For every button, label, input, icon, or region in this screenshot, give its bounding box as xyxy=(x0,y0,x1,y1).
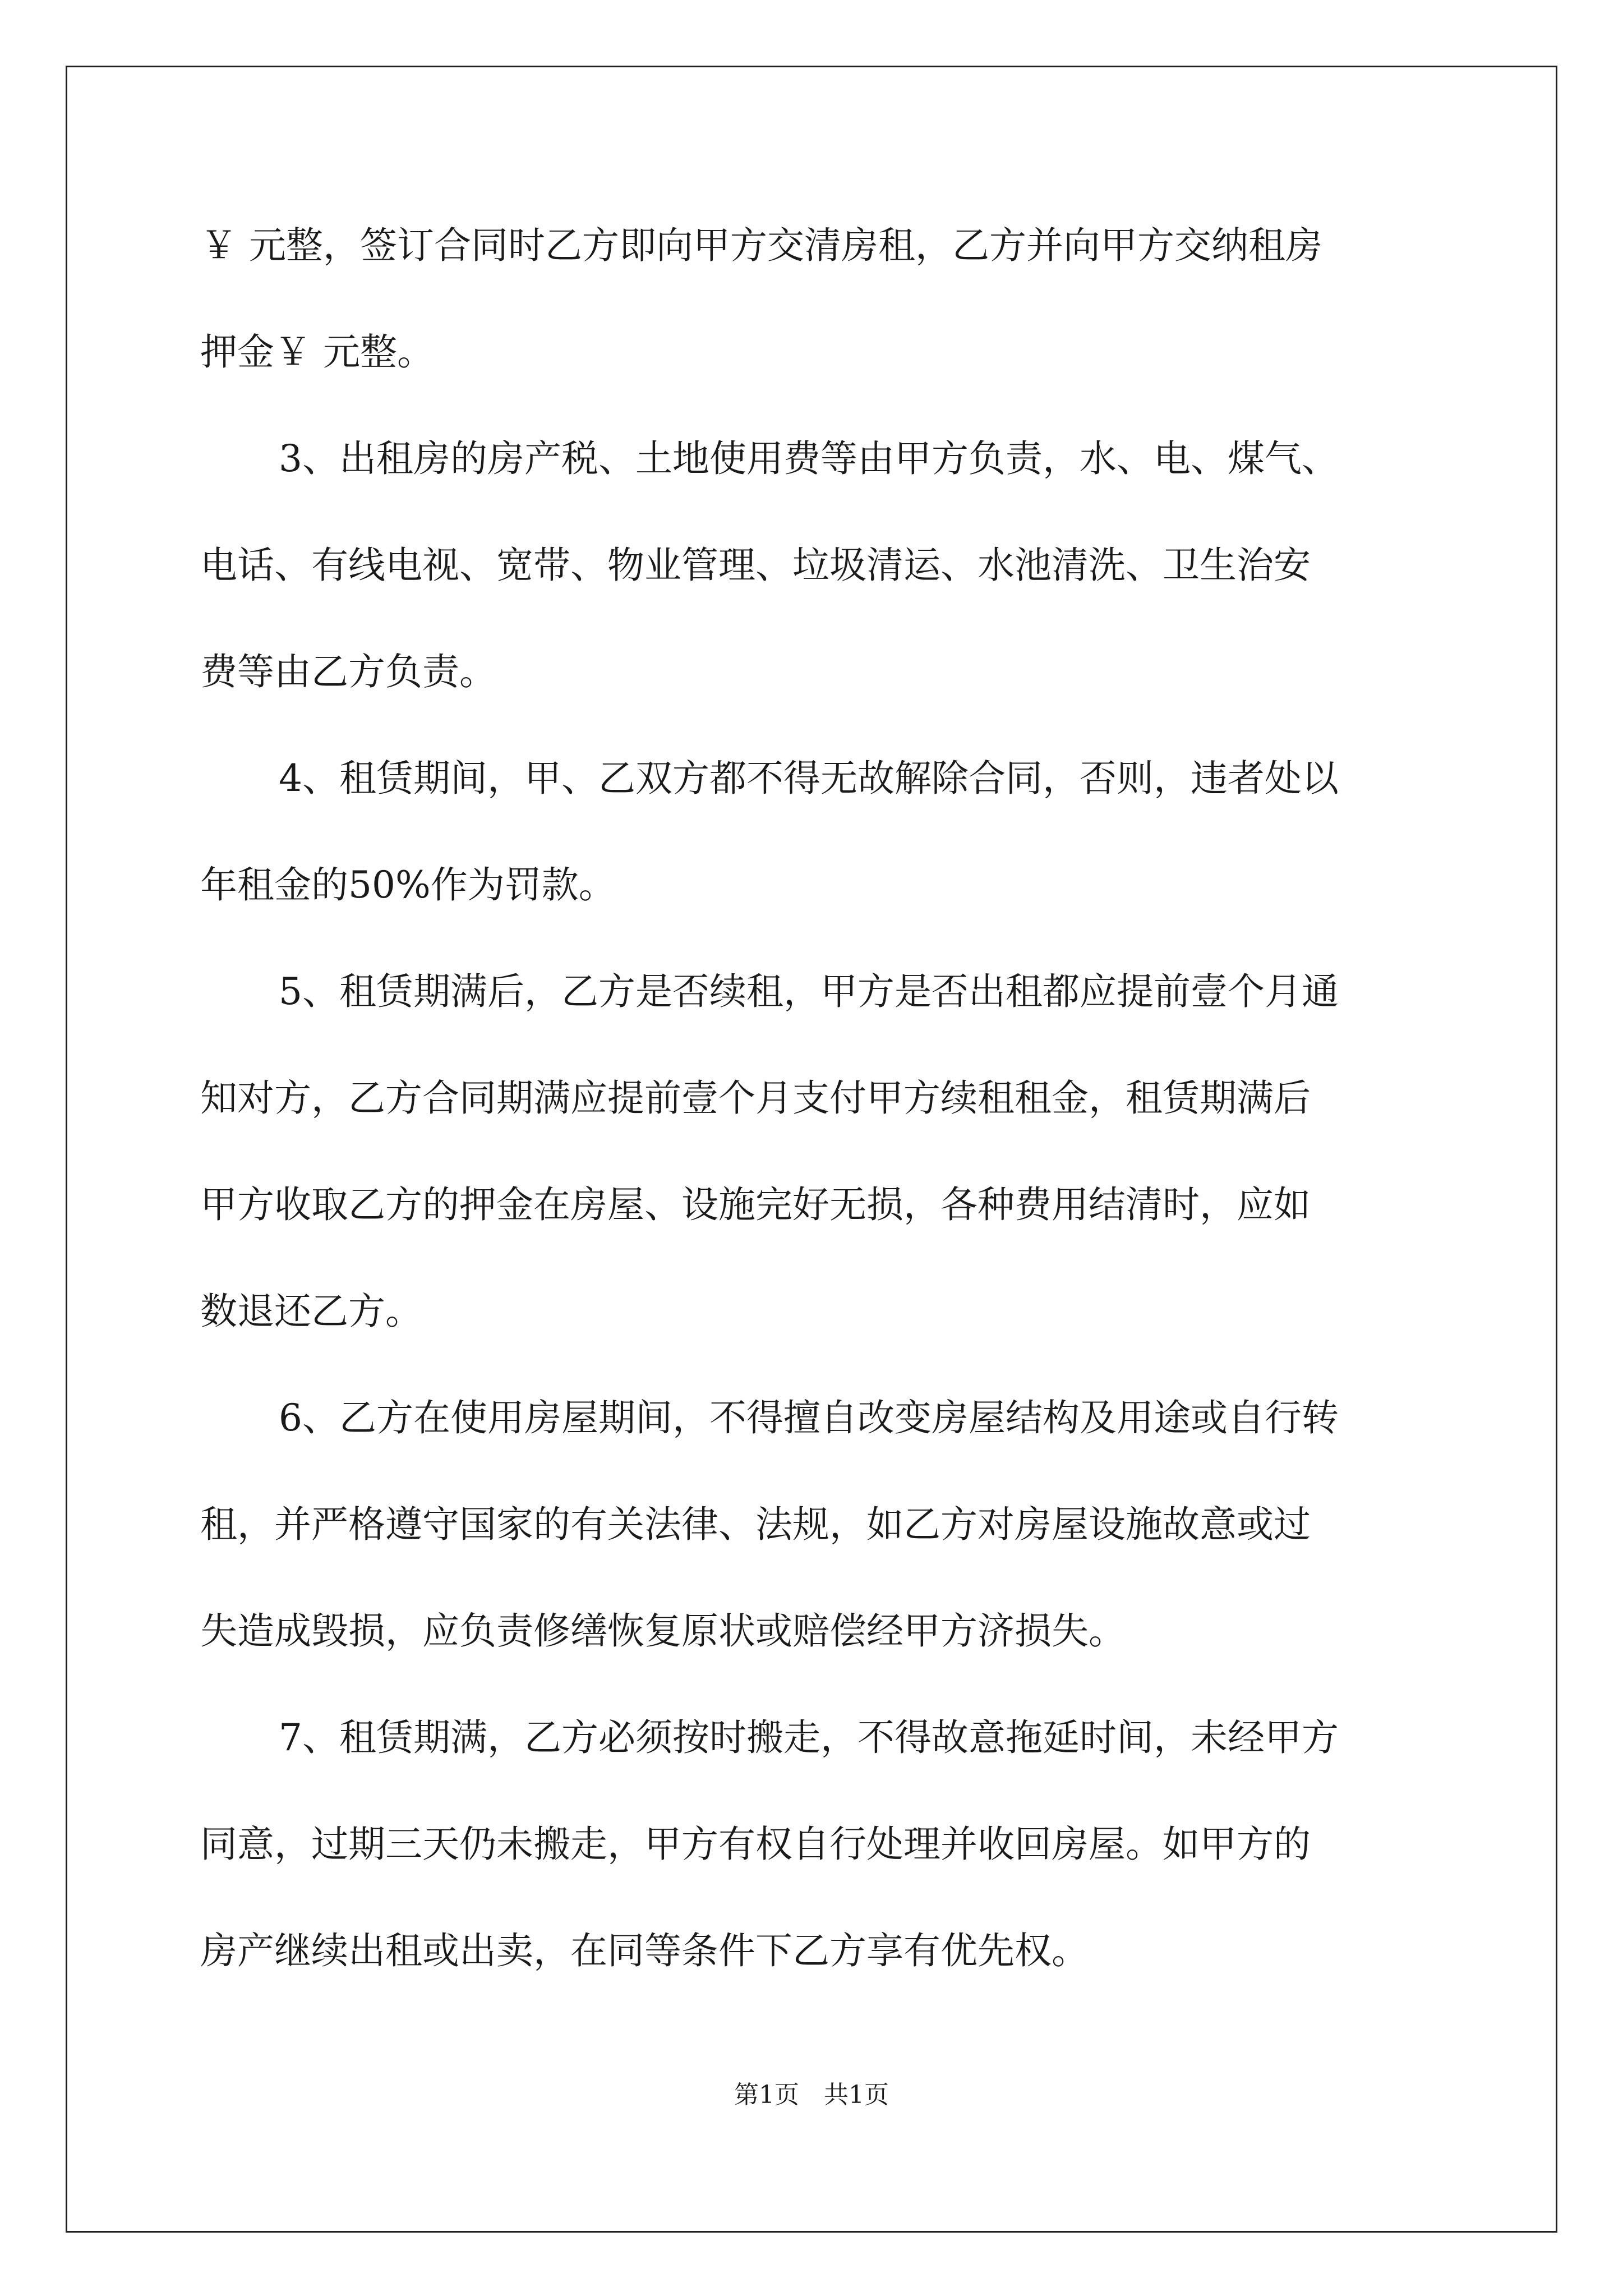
text-line: 电话、有线电视、宽带、物业管理、垃圾清运、水池清洗、卫生治安 xyxy=(200,544,1311,587)
text-line: 数退还乙方。 xyxy=(200,1290,422,1333)
text-line: 甲方收取乙方的押金在房屋、设施完好无损，各种费用结清时，应如 xyxy=(200,1183,1311,1226)
text-line: 4、租赁期间，甲、乙双方都不得无故解除合同，否则，违者处以 xyxy=(279,757,1339,800)
text-line: 失造成毁损，应负责修缮恢复原状或赔偿经甲方济损失。 xyxy=(200,1609,1126,1653)
text-line: 租，并严格遵守国家的有关法律、法规，如乙方对房屋设施故意或过 xyxy=(200,1503,1311,1546)
page-number: 第1页 共1页 xyxy=(734,2081,889,2109)
text-line: 房产继续出租或出卖，在同等条件下乙方享有优先权。 xyxy=(200,1929,1089,1972)
text-line: 7、租赁期满，乙方必须按时搬走，不得故意拖延时间，未经甲方 xyxy=(279,1716,1339,1759)
text-line: 同意，过期三天仍未搬走，甲方有权自行处理并收回房屋。如甲方的 xyxy=(200,1823,1311,1866)
text-line: 押金￥ 元整。 xyxy=(200,330,434,374)
text-line: 费等由乙方负责。 xyxy=(200,650,496,693)
text-line: ￥ 元整，签订合同时乙方即向甲方交清房租，乙方并向甲方交纳租房 xyxy=(200,224,1322,267)
page-border xyxy=(66,66,1557,2233)
text-line: 年租金的50%作为罚款。 xyxy=(200,863,616,907)
text-line: 6、乙方在使用房屋期间，不得擅自改变房屋结构及用途或自行转 xyxy=(279,1396,1339,1439)
text-line: 5、租赁期满后，乙方是否续租，甲方是否出租都应提前壹个月通 xyxy=(279,970,1339,1013)
text-line: 3、出租房的房产税、土地使用费等由甲方负责，水、电、煤气、 xyxy=(279,437,1339,480)
text-line: 知对方，乙方合同期满应提前壹个月支付甲方续租租金，租赁期满后 xyxy=(200,1076,1311,1120)
